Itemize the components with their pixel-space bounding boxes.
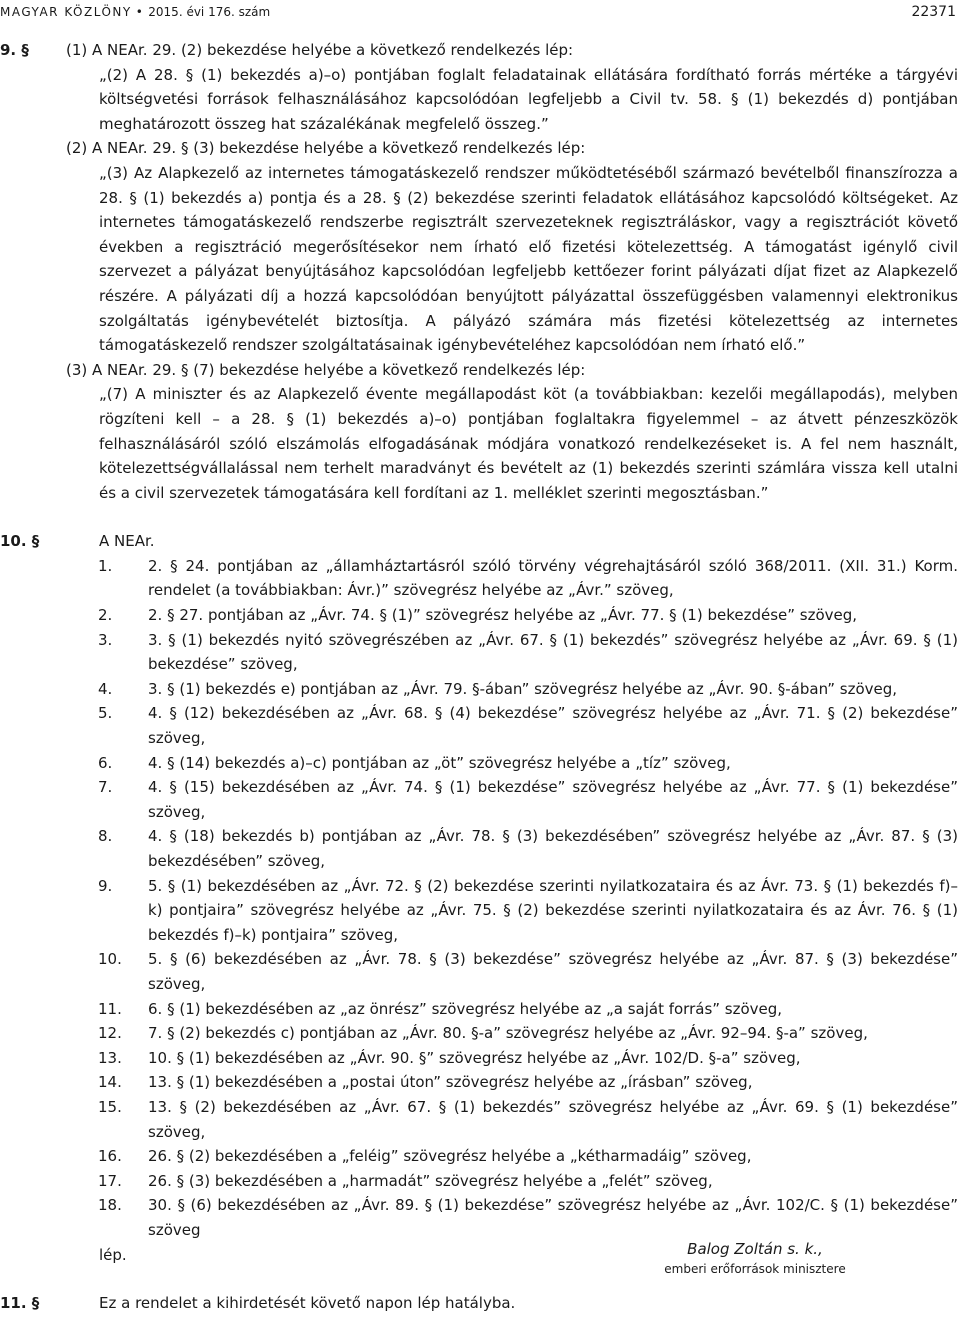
quoted-provision: „(7) A miniszter és az Alapkezelő évente megállapodást köt (a továbbiakban: kezelői megállapodás), melyben rögzíteni kell – a 28. § (1) bekezdés a)–o) pontjában foglaltakra figyelemmel – az átvett pénzeszközök felhasználásáról szóló elszámolás elfogadásának módjára vonatkozó rendelkezéseket is. A fel nem használt, kötelezettségvállalással nem terhelt maradványt és bevételt az (1) bekezdés szerinti számlára vissza kell utalni és a civil szervezetek támogatására kell fordítani az 1. melléklet szerinti megosztásban.” [99, 385, 958, 502]
item-number: 11. [98, 999, 122, 1018]
section-text: Ez a rendelet a kihirdetését követő napon lép hatályba. [99, 1294, 516, 1313]
item-text: 4. § (14) bekezdés a)–c) pontjában az „öt” szövegrész helyébe a „tíz” szöveg, [148, 753, 731, 772]
item-number: 9. [98, 876, 113, 895]
section-10 [0, 529, 958, 1267]
item-number: 17. [98, 1171, 122, 1190]
list-item [0, 1144, 958, 1169]
signature-block [600, 1238, 910, 1278]
item-number: 12. [98, 1024, 122, 1043]
section-closing: lép. [99, 1245, 127, 1264]
list-item [0, 1070, 958, 1095]
list-item [0, 1021, 958, 1046]
item-text: 4. § (12) bekezdésében az „Ávr. 68. § (4) bekezdése” szövegrész helyébe az „Ávr. 71. § (2) bekezdése” szöveg, [148, 704, 958, 748]
list-item [0, 997, 958, 1022]
item-number: 15. [98, 1097, 122, 1116]
section-number: 10. § [0, 532, 40, 551]
item-number: 6. [98, 753, 113, 772]
item-number: 16. [98, 1147, 122, 1166]
item-number: 7. [98, 778, 113, 797]
item-number: 8. [98, 827, 113, 846]
item-number: 1. [98, 556, 113, 575]
list-item [0, 628, 958, 677]
section-intro: A NEAr. [99, 532, 155, 551]
item-text: 5. § (1) bekezdésében az „Ávr. 72. § (2) bekezdése szerinti nyilatkozataira és az Ávr. 73. § (1) bekezdés f)–k) pontjaira” szövegrész helyébe az „Ávr. 75. § (2) bekezdése szerinti nyilatkozataira és az Ávr. 76. § (1) bekezdés f)–k) pontjaira” szöveg, [148, 876, 958, 944]
list-item [0, 1095, 958, 1144]
page-header [0, 0, 960, 22]
section-number: 11. § [0, 1294, 40, 1313]
item-text: 10. § (1) bekezdésében az „Ávr. 90. §” szövegrész helyébe az „Ávr. 102/D. §-a” szöveg, [148, 1048, 801, 1067]
list-item [0, 775, 958, 824]
list-item [0, 603, 958, 628]
list-item [0, 1193, 958, 1242]
list-item [0, 751, 958, 776]
signatory-name: Balog Zoltán s. k., [687, 1240, 823, 1258]
item-text: 4. § (18) bekezdés b) pontjában az „Ávr. 78. § (3) bekezdésében” szövegrész helyébe az „Ávr. 87. § (3) bekezdésében” szöveg, [148, 827, 958, 870]
item-number: 3. [98, 630, 113, 649]
paragraph-intro: (2) A NEAr. 29. § (3) bekezdése helyébe a következő rendelkezés lép: [66, 139, 586, 158]
item-text: 26. § (3) bekezdésében a „harmadát” szövegrész helyébe a „felét” szöveg, [148, 1171, 713, 1190]
section-11 [0, 1291, 958, 1316]
section-number: 9. § [0, 41, 29, 59]
paragraph-intro: (1) A NEAr. 29. (2) bekezdése helyébe a következő rendelkezés lép: [66, 41, 574, 59]
item-text: 26. § (2) bekezdésében a „feléig” szövegrész helyébe a „kétharmadáig” szöveg, [148, 1147, 752, 1166]
item-number: 2. [98, 606, 113, 625]
page-number: 22371 [911, 4, 956, 20]
list-item [0, 554, 958, 603]
item-number: 13. [98, 1048, 122, 1067]
item-text: 13. § (2) bekezdésében az „Ávr. 67. § (1) bekezdés” szövegrész helyébe az „Ávr. 69. § (1) bekezdése” szöveg, [148, 1097, 958, 1141]
item-number: 14. [98, 1073, 122, 1092]
item-number: 4. [98, 679, 113, 698]
item-number: 10. [98, 950, 122, 969]
list-item [0, 947, 958, 996]
list-item [0, 874, 958, 948]
item-number: 18. [98, 1196, 122, 1215]
item-text: 2. § 24. pontjában az „államháztartásról szóló törvény végrehajtásáról szóló 368/2011. (XII. 31.) Korm. rendelet (a továbbiakban: Ávr.)” szövegrész helyébe az „Ávr.” szöveg, [148, 556, 958, 600]
item-text: 2. § 27. pontjában az „Ávr. 74. § (1)” szövegrész helyébe az „Ávr. 77. § (1) bekezdése” szöveg, [148, 606, 858, 625]
item-number: 5. [98, 704, 113, 723]
item-text: 3. § (1) bekezdés nyitó szövegrészében az „Ávr. 67. § (1) bekezdés” szövegrész helyébe az „Ávr. 69. § (1) bekezdése” szöveg, [148, 630, 958, 674]
amendment-list [0, 554, 958, 1243]
item-text: 7. § (2) bekezdés c) pontjában az „Ávr. 80. §-a” szövegrész helyébe az „Ávr. 92–94. §-a” szöveg, [148, 1024, 868, 1043]
signatory-title: emberi erőforrások minisztere [664, 1262, 846, 1276]
header-bullet: • [135, 5, 145, 19]
item-text: 5. § (6) bekezdésében az „Ávr. 78. § (3) bekezdése” szövegrész helyébe az „Ávr. 87. § (3) bekezdése” szöveg, [148, 950, 958, 993]
item-text: 30. § (6) bekezdésében az „Ávr. 89. § (1) bekezdése” szövegrész helyébe az „Ávr. 102/C. § (1) bekezdése” szöveg [148, 1196, 958, 1239]
list-item [0, 677, 958, 702]
section-9 [0, 38, 958, 505]
list-item [0, 1046, 958, 1071]
journal-header [0, 0, 270, 25]
list-item [0, 824, 958, 873]
issue-label: 2015. évi 176. szám [148, 5, 271, 19]
list-item [0, 701, 958, 750]
paragraph-intro: (3) A NEAr. 29. § (7) bekezdése helyébe a következő rendelkezés lép: [66, 360, 586, 379]
document-body [0, 38, 958, 1316]
quoted-provision: „(3) Az Alapkezelő az internetes támogatáskezelő rendszer működtetéséből származó bevételből finanszírozza a 28. § (1) bekezdés a) pontja és a 28. § (2) bekezdése szerinti feladatok ellátásához kapcsolódó költségeket. Az internetes támogatáskezelő rendszerbe regisztrált szervezeteknek regisztráláskor, vagy a regisztrációt követő években a regisztráció megerősítésekor nem írható elő fizetési kötelezettség. A támogatást igénylő civil szervezet a pályázat benyújtásához kapcsolódóan legfeljebb kettőezer forint pályázati díjat fizet az Alapkezelő részére. A pályázati díj a hozzá kapcsolódóan benyújtott pályázattal összefüggésben valamennyi elektronikus szolgáltatás igénybevételét biztosítja. A pályázó számára más fizetési kötelezettség az internetes támogatáskezelő rendszer szolgáltatásainak igénybevételéhez kapcsolódóan nem írható elő.” [99, 163, 958, 355]
item-text: 3. § (1) bekezdés e) pontjában az „Ávr. 79. §-ában” szövegrész helyébe az „Ávr. 90. §-ában” szöveg, [148, 679, 898, 698]
list-item [0, 1169, 958, 1194]
item-text: 6. § (1) bekezdésében az „az önrész” szövegrész helyébe az „a saját forrás” szöveg, [148, 999, 783, 1018]
item-text: 4. § (15) bekezdésében az „Ávr. 74. § (1) bekezdése” szövegrész helyébe az „Ávr. 77. § (1) bekezdése” szöveg, [148, 778, 958, 821]
item-text: 13. § (1) bekezdésében a „postai úton” szövegrész helyébe az „írásban” szöveg, [148, 1073, 753, 1092]
quoted-provision: „(2) A 28. § (1) bekezdés a)–o) pontjában foglalt feladatainak ellátására fordítható forrás mértéke a tárgyévi költségvetési források felhasználásához kapcsolódóan legfeljebb a Civil tv. 58. § (1) bekezdés d) pontjában meghatározott összeg hat százalékának megfelelő összeg.” [99, 65, 958, 133]
journal-name: MAGYAR KÖZLÖNY [0, 5, 132, 19]
